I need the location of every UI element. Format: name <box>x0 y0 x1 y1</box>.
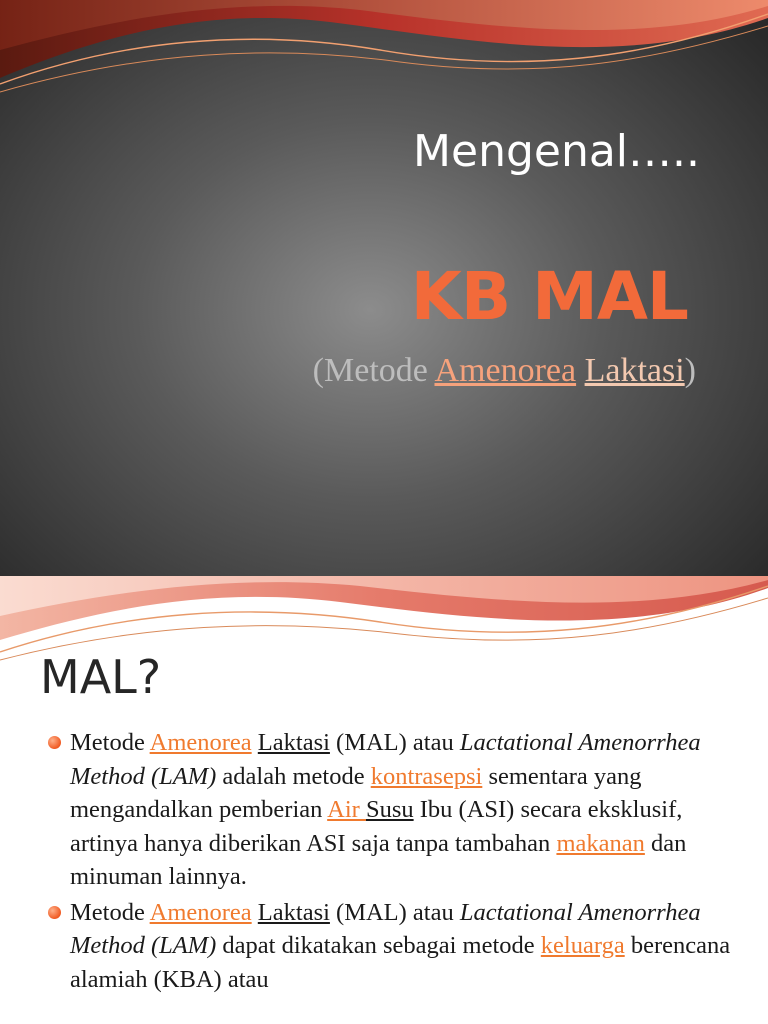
air-link[interactable]: Air <box>327 796 366 823</box>
slide-content <box>0 576 768 1024</box>
bullet-list <box>46 726 736 998</box>
caption-text: (Metode <box>312 352 435 389</box>
text: dan minuman lainnya. <box>70 829 687 890</box>
text: (MAL) atau <box>329 729 460 756</box>
bullet-icon <box>48 906 61 919</box>
caption-space <box>576 352 585 389</box>
slide-heading: MAL? <box>40 650 162 704</box>
bullet-icon <box>48 736 61 749</box>
bullet-item <box>46 726 736 894</box>
laktasi-link[interactable]: Laktasi <box>257 729 330 756</box>
text: dapat dikatakan sebagai metode <box>216 932 541 959</box>
amenorea-link[interactable]: Amenorea <box>149 729 252 756</box>
text: Ibu (ASI) secara eksklusif, artinya hanya diberikan ASI saja tanpa tambahan <box>70 796 683 857</box>
italic-term: Lactational Amenorrhea Method (LAM) <box>70 729 701 790</box>
text: Metode <box>70 729 150 756</box>
slide-title-caption <box>313 352 696 390</box>
slide-title-text: KB MAL <box>410 258 688 335</box>
decorative-waves-top <box>0 0 768 100</box>
italic-term: Lactational Amenorrhea Method (LAM) <box>70 898 701 959</box>
susu-link[interactable]: Susu <box>365 796 414 823</box>
laktasi-link[interactable]: Laktasi <box>257 898 330 926</box>
text: Metode <box>70 898 150 926</box>
caption-close: ) <box>684 352 696 389</box>
text: (MAL) atau <box>329 898 460 926</box>
amenorea-link[interactable]: Amenorea <box>149 898 252 926</box>
text: berencana alamiah (KBA) atau <box>70 932 731 993</box>
slide-subtitle: Mengenal….. <box>413 126 700 177</box>
makanan-link[interactable]: makanan <box>556 829 645 857</box>
amenorea-link[interactable]: Amenorea <box>434 352 577 389</box>
bullet-item <box>46 896 736 997</box>
keluarga-link[interactable]: keluarga <box>540 932 625 959</box>
text: adalah metode <box>216 762 371 790</box>
laktasi-link[interactable]: Laktasi <box>584 352 685 389</box>
kontrasepsi-link[interactable]: kontrasepsi <box>370 762 483 790</box>
text: sementara yang mengandalkan pemberian <box>70 762 642 823</box>
